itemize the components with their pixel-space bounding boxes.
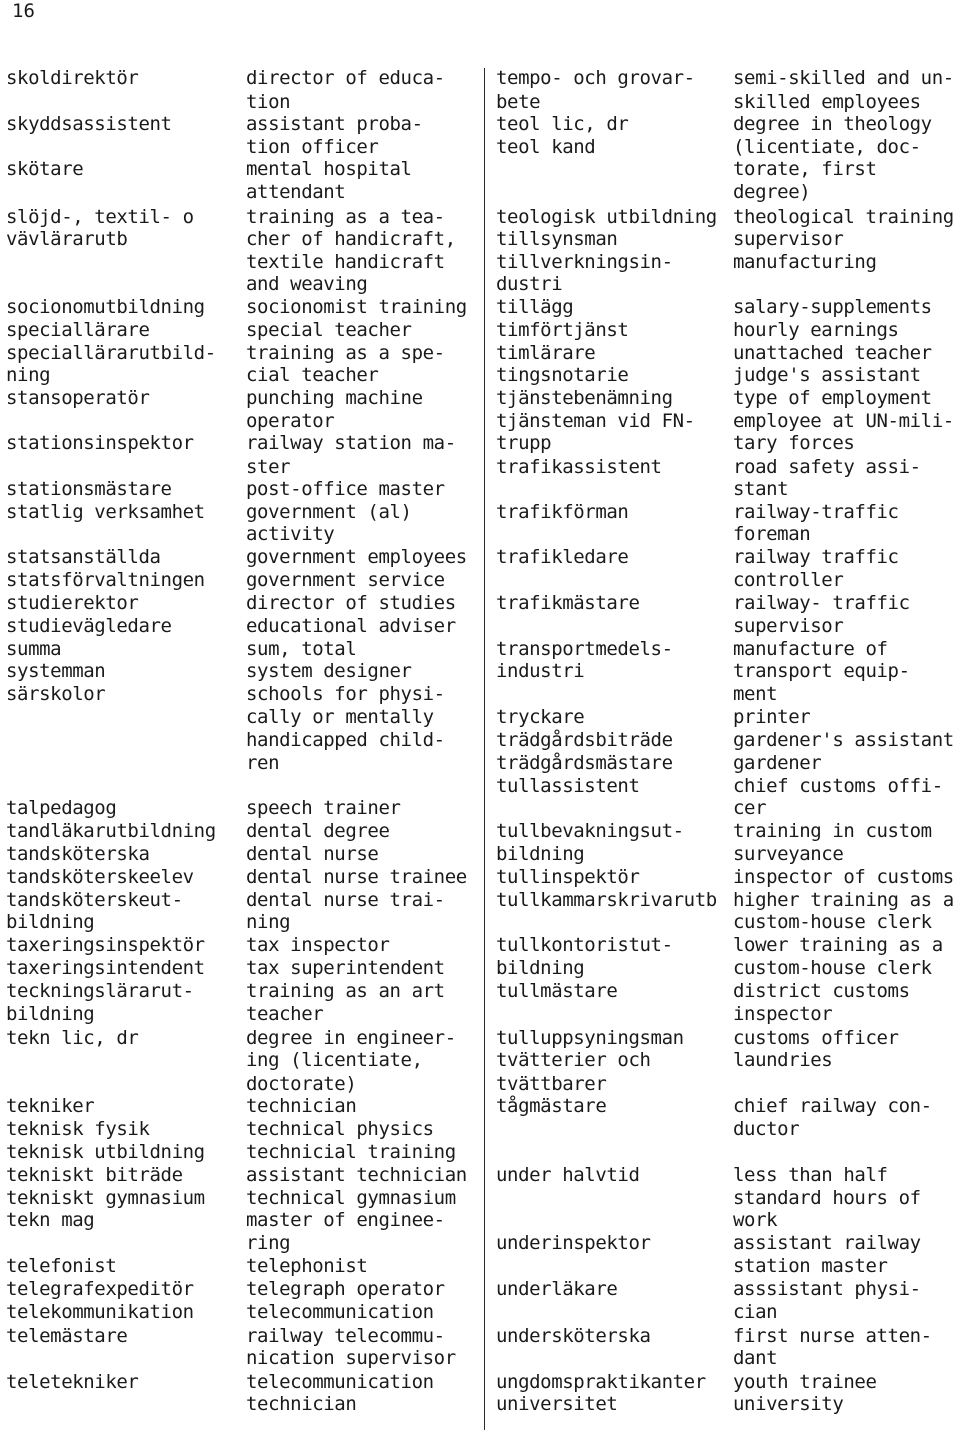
column-3-swedish-line: trupp [496,432,552,454]
column-4-english-line: chief customs offi- [733,775,943,797]
column-2-english-line: doctorate) [246,1073,357,1095]
column-4-english-line: stant [733,478,789,500]
column-4-english-line: university [733,1393,844,1415]
column-1-swedish-line: telekommunikation [6,1301,194,1323]
column-2-english-line: telephonist [246,1255,368,1277]
column-3-swedish-line: tullbevakningsut- [496,820,684,842]
column-1-swedish-line: skoldirektör [6,67,139,89]
column-divider [484,68,485,1430]
column-1-swedish-line: teletekniker [6,1371,139,1393]
column-1-swedish-line: stationsinspektor [6,432,194,454]
column-1-swedish-line: stansoperatör [6,387,150,409]
column-2-english-line: government service [246,569,445,591]
column-2-english-line: mental hospital [246,158,412,180]
column-1-swedish-line: statsförvaltningen [6,569,205,591]
column-2-english-line: attendant [246,181,346,203]
column-2-english-line: speech trainer [246,797,401,819]
column-1-swedish-line: socionomutbildning [6,296,205,318]
column-4-english-line: degree) [733,181,811,203]
column-3-swedish-line: trädgårdsmästare [496,752,673,774]
column-2-english-line: tion officer [246,136,379,158]
column-4-english-line: railway-traffic [733,501,899,523]
column-3-swedish-line: tullmästare [496,980,618,1002]
column-3-swedish-line: under halvtid [496,1164,640,1186]
column-1-swedish-line: tekn lic, dr [6,1027,139,1049]
column-3-swedish-line: tvättbarer [496,1073,607,1095]
column-3-swedish-line: tjänsteman vid FN- [496,410,695,432]
column-1-swedish-line: tekn mag [6,1209,95,1231]
column-2-english-line: technical gymnasium [246,1187,456,1209]
column-4-english-line: foreman [733,523,811,545]
column-2-english-line: director of studies [246,592,456,614]
column-1-swedish-line: stationsmästare [6,478,172,500]
column-3-swedish-line: tullinspektör [496,866,640,888]
column-2-english-line: operator [246,410,335,432]
column-3-swedish-line: teol kand [496,136,596,158]
column-3-swedish-line: tullkontoristut- [496,934,673,956]
column-3-swedish-line: dustri [496,273,563,295]
column-2-english-line: dental nurse trai- [246,889,445,911]
column-2-english-line: telegraph operator [246,1278,445,1300]
column-2-english-line: ren [246,752,280,774]
column-1-swedish-line: taxeringsinspektör [6,934,205,956]
column-1-swedish-line: summa [6,638,62,660]
column-1-swedish-line: tekniskt gymnasium [6,1187,205,1209]
column-2-english-line: cher of handicraft, [246,228,456,250]
column-2-english-line: assistant technician [246,1164,467,1186]
column-1-swedish-line: slöjd-, textil- o [6,206,194,228]
column-2-english-line: post-office master [246,478,445,500]
column-1-swedish-line: ning [6,364,51,386]
column-1-swedish-line: telefonist [6,1255,117,1277]
column-3-swedish-line: tillsynsman [496,228,618,250]
column-3-swedish-line: timlärare [496,342,596,364]
column-4-english-line: station master [733,1255,888,1277]
column-3-swedish-line: timförtjänst [496,319,629,341]
column-2-english-line: activity [246,523,335,545]
column-2-english-line: tion [246,91,291,113]
column-3-swedish-line: tempo- och grovar- [496,67,695,89]
column-1-swedish-line: telemästare [6,1325,128,1347]
column-2-english-line: training as a tea- [246,206,445,228]
column-1-swedish-line: statsanställda [6,546,161,568]
column-2-english-line: ring [246,1232,291,1254]
column-3-swedish-line: tullkammarskrivarutb [496,889,717,911]
column-4-english-line: tary forces [733,432,855,454]
column-1-swedish-line: tekniker [6,1095,95,1117]
column-3-swedish-line: bete [496,91,541,113]
column-2-english-line: dental nurse trainee [246,866,467,888]
column-4-english-line: inspector of customs [733,866,954,888]
column-1-swedish-line: systemman [6,660,106,682]
column-4-english-line: cer [733,797,767,819]
page-number: 16 [12,0,35,22]
column-4-english-line: asssistant physi- [733,1278,921,1300]
column-2-english-line: technical physics [246,1118,434,1140]
column-2-english-line: educational adviser [246,615,456,637]
column-2-english-line: dental nurse [246,843,379,865]
column-3-swedish-line: teol lic, dr [496,113,629,135]
column-1-swedish-line: tandläkarutbildning [6,820,216,842]
column-3-swedish-line: bildning [496,957,585,979]
column-4-english-line: chief railway con- [733,1095,932,1117]
column-3-swedish-line: tjänstebenämning [496,387,673,409]
column-4-english-line: railway- traffic [733,592,910,614]
column-3-swedish-line: bildning [496,843,585,865]
column-4-english-line: judge's assistant [733,364,921,386]
column-3-swedish-line: trafikassistent [496,456,662,478]
column-2-english-line: socionomist training [246,296,467,318]
column-4-english-line: printer [733,706,811,728]
column-1-swedish-line: studievägledare [6,615,172,637]
column-4-english-line: gardener's assistant [733,729,954,751]
column-4-english-line: first nurse atten- [733,1325,932,1347]
column-2-english-line: master of enginee- [246,1209,445,1231]
column-4-english-line: assistant railway [733,1232,921,1254]
column-4-english-line: lower training as a [733,934,943,956]
column-3-swedish-line: underinspektor [496,1232,651,1254]
column-1-swedish-line: studierektor [6,592,139,614]
column-4-english-line: work [733,1209,778,1231]
column-1-swedish-line: talpedagog [6,797,117,819]
column-2-english-line: ning [246,911,291,933]
column-4-english-line: salary-supplements [733,296,932,318]
column-4-english-line: supervisor [733,228,844,250]
column-3-swedish-line: tulluppsyningsman [496,1027,684,1049]
column-4-english-line: standard hours of [733,1187,921,1209]
column-4-english-line: transport equip- [733,660,910,682]
column-3-swedish-line: teologisk utbildning [496,206,717,228]
column-2-english-line: degree in engineer- [246,1027,456,1049]
column-4-english-line: customs officer [733,1027,899,1049]
column-4-english-line: higher training as a [733,889,954,911]
column-3-swedish-line: trafikförman [496,501,629,523]
column-4-english-line: manufacture of [733,638,888,660]
column-3-swedish-line: universitet [496,1393,618,1415]
column-1-swedish-line: statlig verksamhet [6,501,205,523]
column-4-english-line: youth trainee [733,1371,877,1393]
column-4-english-line: skilled employees [733,91,921,113]
column-4-english-line: less than half [733,1164,888,1186]
column-3-swedish-line: tryckare [496,706,585,728]
column-1-swedish-line: särskolor [6,683,106,705]
column-4-english-line: custom-house clerk [733,957,932,979]
column-2-english-line: director of educa- [246,67,445,89]
column-4-english-line: dant [733,1347,778,1369]
column-4-english-line: custom-house clerk [733,911,932,933]
column-1-swedish-line: speciallärare [6,319,150,341]
column-2-english-line: sum, total [246,638,357,660]
column-4-english-line: inspector [733,1003,833,1025]
column-4-english-line: district customs [733,980,910,1002]
column-2-english-line: railway station ma- [246,432,456,454]
column-3-swedish-line: industri [496,660,585,682]
column-2-english-line: government (al) [246,501,412,523]
column-3-swedish-line: tvätterier och [496,1049,651,1071]
column-2-english-line: and weaving [246,273,368,295]
column-2-english-line: tax inspector [246,934,390,956]
column-1-swedish-line: speciallärarutbild- [6,342,216,364]
column-3-swedish-line: tillägg [496,296,574,318]
column-2-english-line: technicial training [246,1141,456,1163]
column-4-english-line: ment [733,683,778,705]
column-1-swedish-line: tandsköterskeut- [6,889,183,911]
column-1-swedish-line: teckningslärarut- [6,980,194,1002]
column-1-swedish-line: bildning [6,911,95,933]
column-1-swedish-line: teknisk fysik [6,1118,150,1140]
column-1-swedish-line: taxeringsintendent [6,957,205,979]
column-4-english-line: surveyance [733,843,844,865]
column-2-english-line: ster [246,456,291,478]
column-2-english-line: punching machine [246,387,423,409]
column-1-swedish-line: skötare [6,158,84,180]
column-4-english-line: supervisor [733,615,844,637]
column-4-english-line: railway traffic [733,546,899,568]
column-3-swedish-line: tullassistent [496,775,640,797]
column-3-swedish-line: trädgårdsbiträde [496,729,673,751]
column-4-english-line: torate, first [733,158,877,180]
column-1-swedish-line: tekniskt biträde [6,1164,183,1186]
column-2-english-line: technician [246,1393,357,1415]
column-4-english-line: degree in theology [733,113,932,135]
column-2-english-line: government employees [246,546,467,568]
column-2-english-line: schools for physi- [246,683,445,705]
column-3-swedish-line: trafikmästare [496,592,640,614]
column-2-english-line: telecommunication [246,1371,434,1393]
column-1-swedish-line: vävlärarutb [6,228,128,250]
column-1-swedish-line: tandsköterska [6,843,150,865]
column-4-english-line: training in custom [733,820,932,842]
column-2-english-line: teacher [246,1003,324,1025]
column-1-swedish-line: teknisk utbildning [6,1141,205,1163]
column-2-english-line: special teacher [246,319,412,341]
column-3-swedish-line: ungdomspraktikanter [496,1371,706,1393]
column-2-english-line: ing (licentiate, [246,1049,423,1071]
column-3-swedish-line: tågmästare [496,1095,607,1117]
column-4-english-line: laundries [733,1049,833,1071]
column-2-english-line: tax superintendent [246,957,445,979]
column-2-english-line: training as a spe- [246,342,445,364]
column-2-english-line: assistant proba- [246,113,423,135]
column-3-swedish-line: tillverkningsin- [496,251,673,273]
column-2-english-line: system designer [246,660,412,682]
column-4-english-line: (licentiate, doc- [733,136,921,158]
column-4-english-line: unattached teacher [733,342,932,364]
column-1-swedish-line: telegrafexpeditör [6,1278,194,1300]
column-3-swedish-line: tingsnotarie [496,364,629,386]
column-4-english-line: theological training [733,206,954,228]
column-1-swedish-line: skyddsassistent [6,113,172,135]
column-1-swedish-line: bildning [6,1003,95,1025]
column-4-english-line: road safety assi- [733,456,921,478]
column-4-english-line: hourly earnings [733,319,899,341]
column-3-swedish-line: undersköterska [496,1325,651,1347]
column-4-english-line: controller [733,569,844,591]
column-4-english-line: cian [733,1301,778,1323]
column-4-english-line: employee at UN-mili- [733,410,954,432]
column-4-english-line: type of employment [733,387,932,409]
column-3-swedish-line: underläkare [496,1278,618,1300]
column-4-english-line: ductor [733,1118,800,1140]
column-2-english-line: handicapped child- [246,729,445,751]
column-4-english-line: semi-skilled and un- [733,67,954,89]
column-2-english-line: training as an art [246,980,445,1002]
column-1-swedish-line: tandsköterskeelev [6,866,194,888]
column-2-english-line: technician [246,1095,357,1117]
column-2-english-line: cally or mentally [246,706,434,728]
column-2-english-line: textile handicraft [246,251,445,273]
column-2-english-line: cial teacher [246,364,379,386]
column-3-swedish-line: transportmedels- [496,638,673,660]
column-2-english-line: nication supervisor [246,1347,456,1369]
column-2-english-line: dental degree [246,820,390,842]
column-4-english-line: manufacturing [733,251,877,273]
column-2-english-line: telecommunication [246,1301,434,1323]
column-4-english-line: gardener [733,752,822,774]
column-3-swedish-line: trafikledare [496,546,629,568]
column-2-english-line: railway telecommu- [246,1325,445,1347]
